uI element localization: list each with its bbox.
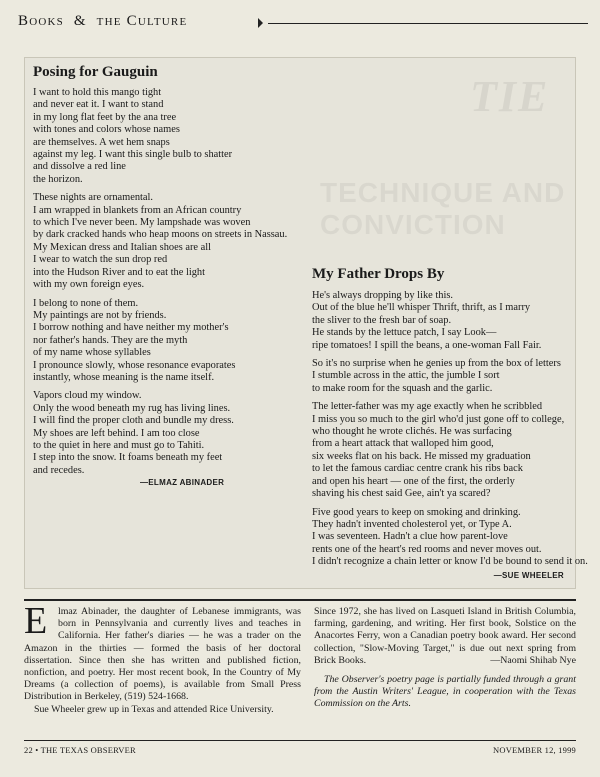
poem-line: Five good years to keep on smoking and drinking. — [312, 506, 521, 518]
poem-line: instantly, whose meaning is the name itself. — [33, 371, 215, 383]
poem2-stanza — [312, 358, 588, 395]
header-arrow-icon — [258, 18, 263, 28]
poem-line: I miss you so much to the girl who'd just gone off to college, — [312, 413, 565, 425]
bio-rule — [24, 599, 576, 601]
poem-line: I will find the proper cloth and bundle my dress. — [33, 415, 234, 427]
poem-line: So it's no surprise when he genies up from the box of letters — [312, 358, 561, 370]
poem-line: to the quiet in here and must go to Tahiti. — [33, 439, 205, 451]
poem-line: the sliver to the fresh bar of soap. — [312, 314, 452, 326]
poem2-stanza — [312, 507, 588, 569]
poem-line: They hadn't invented cholesterol yet, or Type A. — [312, 518, 512, 530]
poem-line: with tones and colors whose names — [33, 124, 180, 136]
poem-line: nor father's hands. They are the myth — [33, 334, 188, 346]
poem-line: the horizon. — [33, 173, 83, 185]
poem-line: with my own foreign eyes. — [33, 279, 145, 291]
title-amp: & — [73, 13, 87, 29]
bio-text: lmaz Abinader, the daughter of Lebanese immigrants, was born in Pennsylvania and currently lives and teaches in California. Her father's diaries — he was a trader on the Amazon in the thirties — formed the basis of her doctoral dissertation. Since then she has written and published fiction, nonfiction, and poetry. Her most recent book, In the Country of My Dreams (a collection of poems), is available from Small Press Distribution in Berkeley, (519) 524-1668. — [24, 606, 301, 703]
title-ulture: ULTURE — [137, 16, 188, 28]
poem-line: I want to hold this mango tight — [33, 87, 162, 98]
poem1-stanza — [33, 192, 287, 291]
poem-line: I was seventeen. Hadn't a clue how parent-love — [312, 531, 508, 543]
poem1-stanza — [33, 87, 287, 186]
poem2-stanza — [312, 401, 588, 500]
title-b: B — [18, 13, 30, 29]
poem-line: and recedes. — [33, 464, 85, 476]
poem-line: to which I've never been. My lampshade was woven — [33, 217, 251, 229]
poem-line: who thought he wrote clichés. He was surfacing — [312, 426, 512, 438]
poem-line: I step into the snow. It foams beneath my feet — [33, 452, 223, 464]
poem-line: six weeks flat on his back. He missed my graduation — [312, 450, 531, 462]
title-c: C — [126, 13, 138, 29]
bio-right-column — [314, 606, 576, 711]
poem-line: shaving his chest said Gee, ain't ya scared? — [312, 488, 491, 500]
poem-line: Out of the blue he'll whisper Thrift, thrift, as I marry — [312, 302, 531, 314]
poem-line: I borrow nothing and have neither my mother's — [33, 322, 229, 334]
poem-line: by dark cracked hands who heap moons on streets in Nassau. — [33, 229, 288, 241]
bio-text: Since 1972, she has lived on Lasqueti Island in British Columbia, farming, gardening, and writing. Her first book, Solstice on the Anacortes Ferry, won a Canadian poetry book award. Her second collection, "Slow-Moving Target," is due out next spring from Brick Books. — [314, 606, 576, 666]
poem-line: I pronounce slowly, whose resonance evaporates — [33, 359, 236, 371]
poem-line: against my leg. I want this single bulb to shatter — [33, 149, 233, 161]
poem1-title: Posing for Gauguin — [33, 64, 158, 80]
title-ooks: OOKS — [29, 16, 64, 28]
poem-line: I am wrapped in blankets from an African country — [33, 204, 242, 216]
poem-line: My shoes are left behind. I am too close — [33, 427, 200, 439]
poem-line: My paintings are not by friends. — [33, 309, 167, 321]
poem1-byline: —ELMAZ ABINADER — [140, 478, 225, 487]
poem2-body — [312, 290, 588, 575]
header-rule — [268, 23, 588, 24]
poem-line: He stands by the lettuce patch, I say Look— — [312, 327, 497, 339]
poem2-stanza — [312, 290, 588, 352]
poem-line: rents one of the heart's red rooms and never moves out. — [312, 543, 542, 555]
poem-line: into the Hudson River and to eat the light — [33, 266, 205, 278]
poem-line: in my long flat feet by the ana tree — [33, 111, 177, 123]
poem-line: from a heart attack that walloped him good, — [312, 438, 494, 450]
poem-line: of my name whose syllables — [33, 347, 151, 359]
poem-line: ripe tomatoes! I spill the beans, a one-woman Fall Fair. — [312, 339, 542, 351]
bleed-through-mark: TIE — [470, 72, 550, 121]
footer-page-info: 22 • THE TEXAS OBSERVER — [24, 745, 136, 755]
poem-line: My Mexican dress and Italian shoes are all — [33, 241, 212, 253]
poem-line: Only the wood beneath my rug has living lines. — [33, 402, 231, 414]
bio-left-column — [24, 600, 301, 716]
bio-paragraph: Sue Wheeler grew up in Texas and attended Rice University. — [34, 703, 274, 715]
bio-signature: —Naomi Shihab Nye — [490, 654, 576, 666]
poem-line: to let the famous cardiac centre crank his ribs back — [312, 463, 523, 475]
footer-date: NOVEMBER 12, 1999 — [493, 745, 576, 755]
poem-line: The letter-father was my age exactly when he scribbled — [312, 401, 543, 413]
section-header — [18, 12, 588, 34]
poem2-byline: —SUE WHEELER — [493, 571, 564, 580]
poem1-stanza — [33, 298, 287, 385]
poem-line: I wear to watch the sun drop red — [33, 254, 168, 266]
section-title — [18, 13, 187, 30]
bleed-through-mark: TECHNIQUE AND CONVICTION — [320, 177, 566, 240]
poem2-title: My Father Drops By — [312, 266, 445, 282]
title-the: THE — [96, 16, 122, 28]
poem-line: and dissolve a red line — [33, 161, 126, 173]
poem-line: I belong to none of them. — [33, 297, 139, 309]
drop-cap-letter: E — [24, 600, 48, 642]
poem1-body — [33, 87, 287, 483]
funding-note: The Observer's poetry page is partially funded through a grant from the Austin Writers' League, in cooperation with the Texas Commission on the Arts. — [314, 674, 576, 710]
poem-line: He's always dropping by like this. — [312, 290, 453, 301]
poem1-stanza — [33, 390, 287, 477]
poem-line: I stumble across in the attic, the jumble I sort — [312, 370, 500, 382]
poem-line: are themselves. A wet hem snaps — [33, 136, 170, 148]
footer-rule — [24, 740, 576, 741]
bio-paragraph — [24, 600, 301, 704]
bio-paragraph — [314, 606, 576, 667]
poem-line: and open his heart — one of the first, the orderly — [312, 475, 515, 487]
drop-cap — [24, 600, 54, 642]
poem-line: to make room for the squash and the garlic. — [312, 382, 493, 394]
poem-line: and never eat it. I want to stand — [33, 99, 164, 111]
poem-line: These nights are ornamental. — [33, 192, 154, 204]
poem-line: Vapors cloud my window. — [33, 390, 142, 402]
poem-line: I didn't recognize a chain letter or know I'd be bound to send it on. — [312, 556, 588, 568]
